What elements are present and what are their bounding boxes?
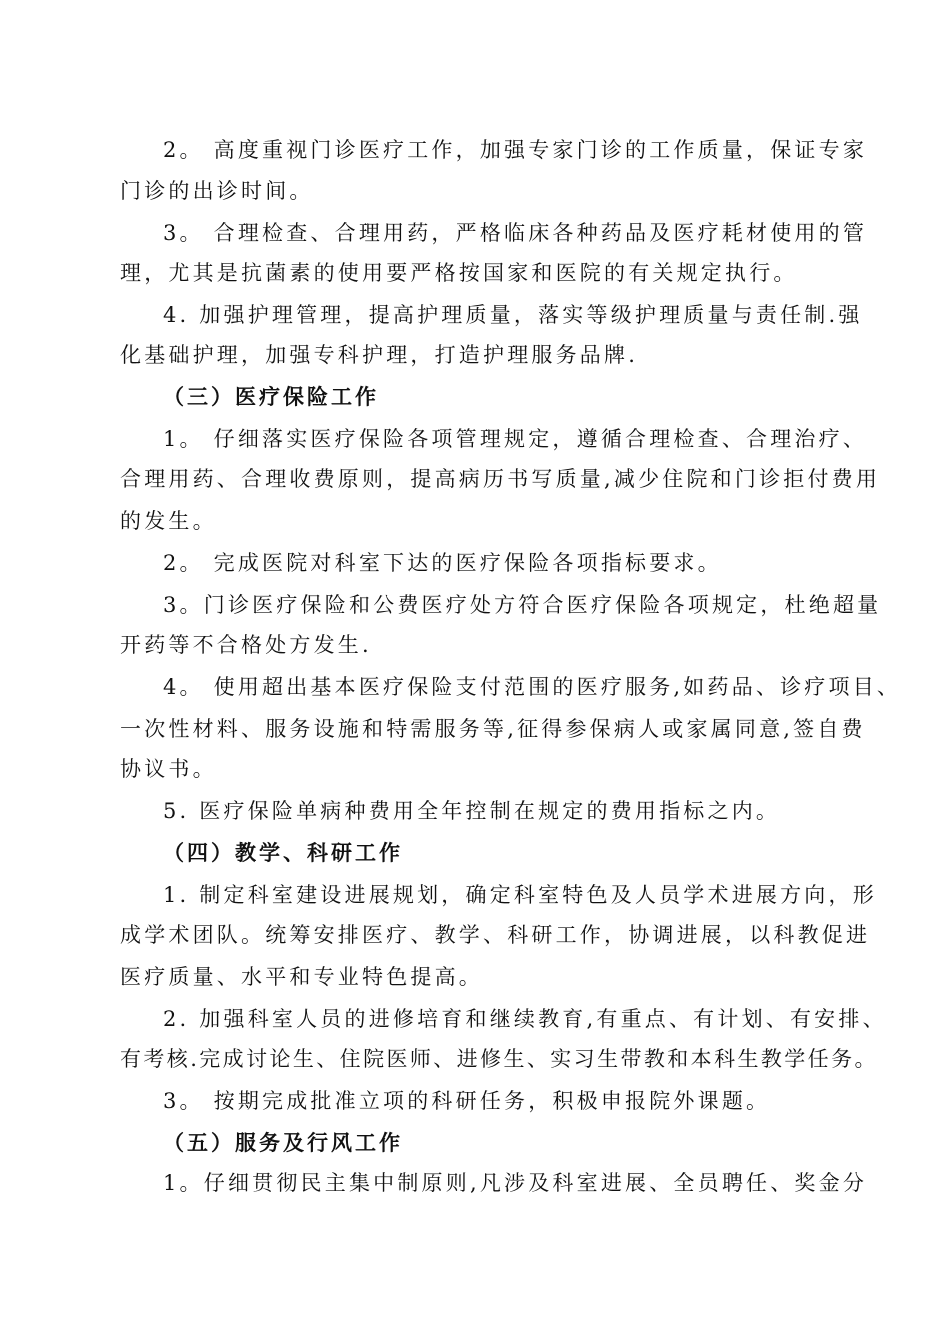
paragraph-3-line-2: 理，尤其是抗菌素的使用要严格按国家和医院的有关规定执行。: [120, 261, 798, 285]
paragraph-4-line-1: 4. 加强护理管理，提高护理质量，落实等级护理质量与责任制.强: [163, 303, 863, 327]
section-4-item-1-line-2: 成学术团队。统筹安排医疗、教学、科研工作，协调进展，以科教促进: [120, 923, 871, 947]
section-3-heading: （三）医疗保险工作: [163, 385, 379, 409]
section-4-item-1-line-1: 1. 制定科室建设进展规划，确定科室特色及人员学术进展方向，形: [163, 883, 877, 907]
section-3-item-4-line-2: 一次性材料、服务设施和特需服务等,征得参保病人或家属同意,签自费: [120, 717, 866, 741]
section-4-item-3-line-1: 3。 按期完成批准立项的科研任务，积极申报院外课题。: [163, 1089, 771, 1113]
section-3-item-2-line-1: 2。 完成医院对科室下达的医疗保险各项指标要求。: [163, 551, 722, 575]
section-4-item-1-line-3: 医疗质量、水平和专业特色提高。: [120, 965, 483, 989]
paragraph-2-line-1: 2。 高度重视门诊医疗工作，加强专家门诊的工作质量，保证专家: [163, 138, 868, 162]
section-3-item-4-line-1: 4。 使用超出基本医疗保险支付范围的医疗服务,如药品、诊疗项目、: [163, 675, 902, 699]
section-3-item-1-line-2: 合理用药、合理收费原则，提高病历书写质量,减少住院和门诊拒付费用: [120, 467, 881, 491]
section-4-item-2-line-1: 2. 加强科室人员的进修培育和继续教育,有重点、有计划、有安排、: [163, 1007, 887, 1031]
section-3-item-3-line-1: 3。门诊医疗保险和公费医疗处方符合医疗保险各项规定，杜绝超量: [163, 593, 882, 617]
paragraph-2-line-2: 门诊的出诊时间。: [120, 179, 314, 203]
paragraph-4-line-2: 化基础护理，加强专科护理，打造护理服务品牌.: [120, 343, 639, 367]
section-3-item-3-line-2: 开药等不合格处方发生.: [120, 633, 372, 657]
section-5-heading: （五）服务及行风工作: [163, 1131, 403, 1155]
section-3-item-1-line-3: 的发生。: [120, 509, 217, 533]
paragraph-3-line-1: 3。 合理检查、合理用药，严格临床各种药品及医疗耗材使用的管: [163, 221, 868, 245]
section-3-item-4-line-3: 协议书。: [120, 757, 217, 781]
section-3-item-5-line-1: 5. 医疗保险单病种费用全年控制在规定的费用指标之内。: [163, 799, 781, 823]
section-4-heading: （四）教学、科研工作: [163, 841, 403, 865]
section-5-item-1-line-1: 1。仔细贯彻民主集中制原则,凡涉及科室进展、全员聘任、奖金分: [163, 1171, 868, 1195]
section-4-item-2-line-2: 有考核.完成讨论生、住院医师、进修生、实习生带教和本科生教学任务。: [120, 1047, 878, 1071]
section-3-item-1-line-1: 1。 仔细落实医疗保险各项管理规定，遵循合理检查、合理治疗、: [163, 427, 868, 451]
